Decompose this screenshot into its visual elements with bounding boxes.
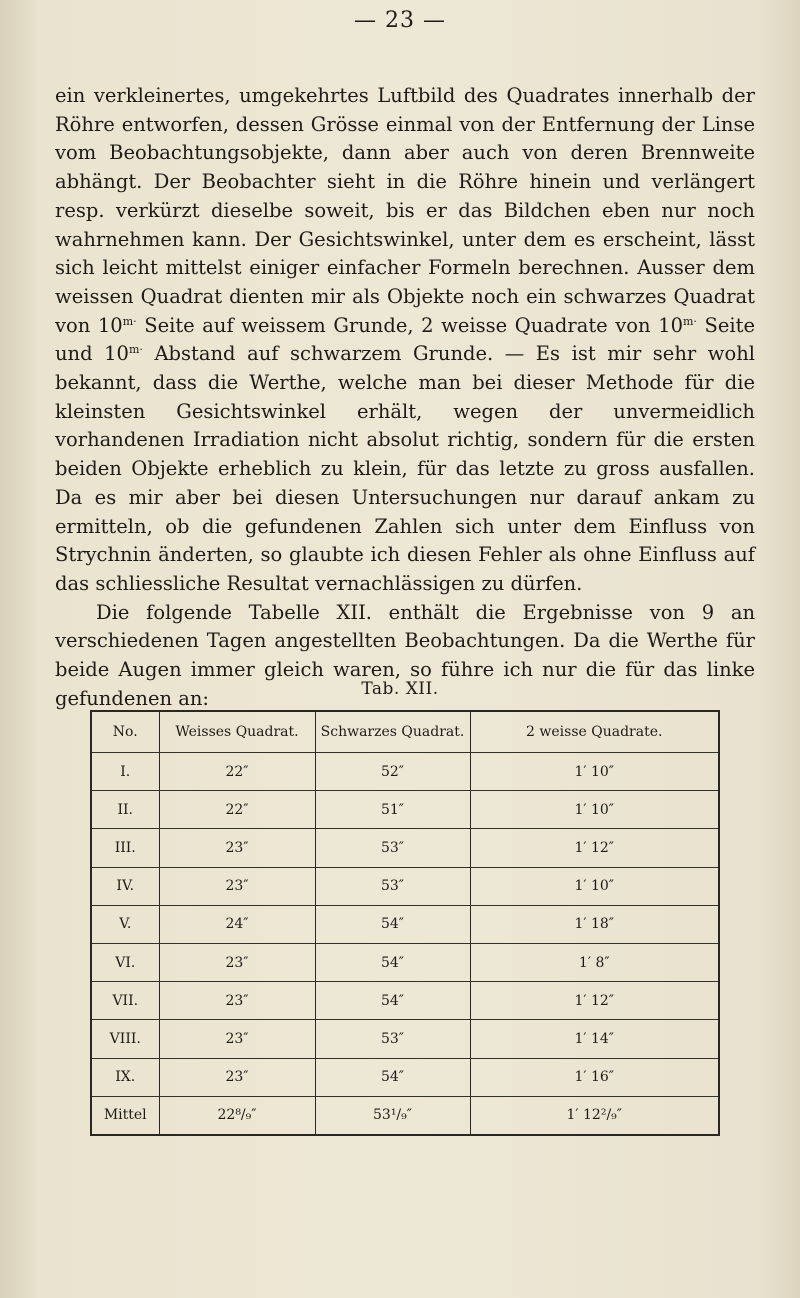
cell-two-white-squares: 1′ 10″	[470, 791, 719, 829]
table-caption: Tab. XII.	[361, 679, 439, 699]
table-row	[91, 867, 719, 905]
table-header-row	[91, 711, 719, 753]
cell-two-white-squares: 1′ 12″	[470, 829, 719, 867]
table-row	[91, 1020, 719, 1058]
header-two-white-squares: 2 weisse Quadrate.	[470, 711, 719, 753]
cell-white-square: 22″	[159, 753, 315, 791]
cell-no: Mittel	[91, 1096, 159, 1135]
cell-no: III.	[91, 829, 159, 867]
cell-black-square: 53″	[315, 867, 470, 905]
paragraph	[55, 82, 755, 599]
header-black-square: Schwarzes Quadrat.	[315, 711, 470, 753]
cell-white-square: 24″	[159, 905, 315, 943]
cell-no: VIII.	[91, 1020, 159, 1058]
table-row	[91, 791, 719, 829]
table-row	[91, 829, 719, 867]
cell-black-square: 54″	[315, 982, 470, 1020]
unit-superscript: m·	[128, 343, 143, 357]
cell-white-square: 23″	[159, 1020, 315, 1058]
cell-two-white-squares: 1′ 14″	[470, 1020, 719, 1058]
cell-two-white-squares: 1′ 16″	[470, 1058, 719, 1096]
table-row	[91, 1058, 719, 1096]
cell-two-white-squares: 1′ 18″	[470, 905, 719, 943]
cell-no: VII.	[91, 982, 159, 1020]
cell-black-square: 54″	[315, 905, 470, 943]
cell-two-white-squares: 1′ 10″	[470, 867, 719, 905]
text-run: Seite auf weissem Grunde, 2 weisse Quadrate von 10	[136, 313, 683, 337]
cell-black-square: 52″	[315, 753, 470, 791]
table-row	[91, 943, 719, 981]
cell-two-white-squares: 1′ 8″	[470, 943, 719, 981]
text-run: Abstand auf schwarzem Grunde. — Es ist mir sehr wohl bekannt, dass die Werthe, welche man bei dieser Methode für die kleinsten Gesichtswinkel erhält, wegen der unvermeidlich vorhandenen Irradiation nicht absolut richtig, sondern für die ersten beiden Objekte erheblich zu klein, für das letzte zu gross ausfallen. Da es mir aber bei diesen Untersuchungen nur darauf ankam zu ermitteln, ob die gefundenen Zahlen sich unter dem Einfluss von Strychnin änderten, so glaubte ich diesen Fehler als ohne Einfluss auf das schliessliche Resultat vernachlässigen zu dürfen.	[55, 342, 755, 595]
cell-black-square: 53″	[315, 1020, 470, 1058]
unit-superscript: m·	[682, 314, 697, 328]
cell-no: IX.	[91, 1058, 159, 1096]
text-run: Seite und 10	[55, 313, 756, 366]
cell-white-square: 23″	[159, 943, 315, 981]
cell-two-white-squares: 1′ 12²/₉″	[470, 1096, 719, 1135]
table-row	[91, 982, 719, 1020]
cell-white-square: 22″	[159, 791, 315, 829]
page-number: — 23 —	[354, 8, 446, 33]
cell-white-square: 23″	[159, 829, 315, 867]
table-row	[91, 905, 719, 943]
cell-no: I.	[91, 753, 159, 791]
cell-black-square: 51″	[315, 791, 470, 829]
cell-black-square: 53″	[315, 829, 470, 867]
header-no: No.	[91, 711, 159, 753]
table-row	[91, 753, 719, 791]
cell-white-square: 23″	[159, 867, 315, 905]
header-white-square: Weisses Quadrat.	[159, 711, 315, 753]
table-body	[91, 753, 719, 1135]
cell-black-square: 54″	[315, 1058, 470, 1096]
cell-two-white-squares: 1′ 10″	[470, 753, 719, 791]
cell-black-square: 54″	[315, 943, 470, 981]
text-run: Die folgende Tabelle XII. enthält die Ergebnisse von 9 an verschiedenen Tagen angestellten Beobachtungen. Da die Werthe für beide Augen immer gleich waren, so führe ich nur die für das linke gefundenen an:	[55, 600, 755, 710]
results-table	[90, 710, 720, 1136]
cell-white-square: 22⁸/₉″	[159, 1096, 315, 1135]
body-text	[55, 82, 755, 713]
text-run: ein verkleinertes, umgekehrtes Luftbild des Quadrates innerhalb der Röhre entworfen, dessen Grösse einmal von der Entfernung der Linse vom Beobachtungsobjekte, dann aber auch von deren Brennweite abhängt. Der Beobachter sieht in die Röhre hinein und verlängert resp. verkürzt dieselbe soweit, bis er das Bildchen eben nur noch wahrnehmen kann. Der Gesichtswinkel, unter dem es erscheint, lässt sich leicht mittelst einiger einfacher Formeln berechnen. Ausser dem weissen Quadrat dienten mir als Objekte noch ein schwarzes Quadrat von 10	[55, 84, 755, 337]
table-row-mean	[91, 1096, 719, 1135]
cell-white-square: 23″	[159, 1058, 315, 1096]
cell-white-square: 23″	[159, 982, 315, 1020]
cell-no: II.	[91, 791, 159, 829]
cell-two-white-squares: 1′ 12″	[470, 982, 719, 1020]
cell-no: V.	[91, 905, 159, 943]
cell-no: IV.	[91, 867, 159, 905]
cell-black-square: 53¹/₉″	[315, 1096, 470, 1135]
unit-superscript: m·	[122, 314, 137, 328]
cell-no: VI.	[91, 943, 159, 981]
